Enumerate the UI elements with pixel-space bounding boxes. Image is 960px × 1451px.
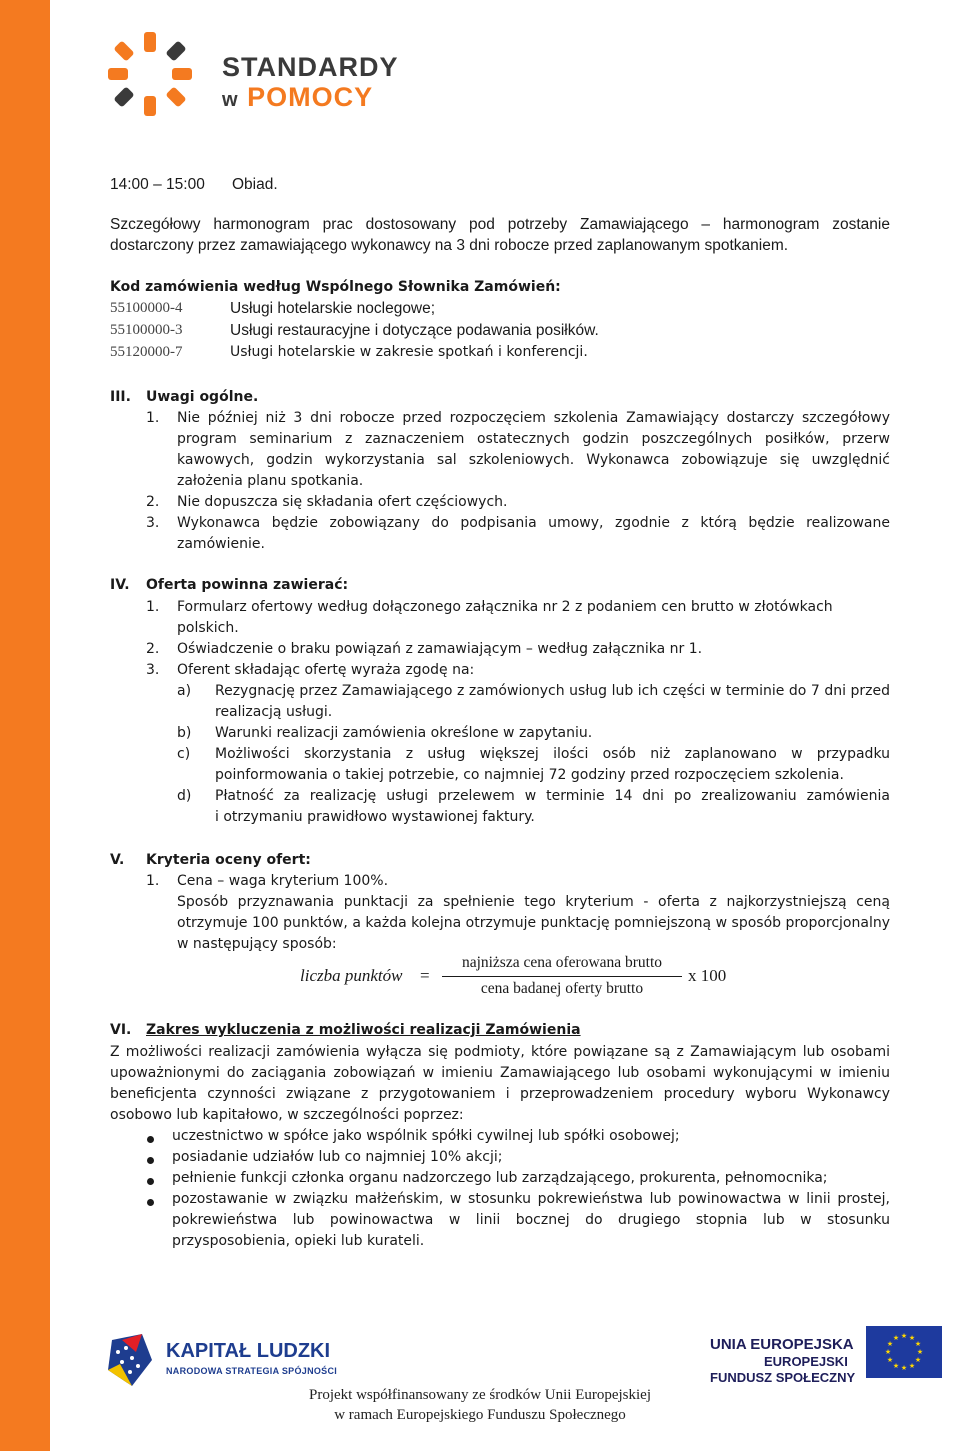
svg-text:★: ★ bbox=[908, 1362, 916, 1370]
bullet-2 bbox=[147, 1157, 154, 1164]
exclusion-bullet-4-line-3: przysposobienia, opieki lub kurateli. bbox=[172, 1233, 425, 1249]
formula-denominator: cena badanej oferty brutto bbox=[480, 980, 644, 997]
bullet-4 bbox=[147, 1199, 154, 1206]
logo-mark-icon bbox=[100, 24, 200, 124]
cpv-label-1: Usługi hotelarskie noclegowe; bbox=[230, 300, 436, 317]
bullet-1 bbox=[147, 1136, 154, 1143]
cpv-label-2: Usługi restauracyjne i dotyczące podawania posiłków. bbox=[230, 322, 599, 339]
formula-fraction-bar bbox=[442, 976, 682, 977]
bullet-3 bbox=[147, 1178, 154, 1185]
section-4-item-2-num: 2. bbox=[146, 641, 160, 657]
svg-text:★: ★ bbox=[914, 1340, 922, 1348]
consent-c-line-2: poinformowania o takiej potrzebie, co najmniej 72 godziny przed rozpoczęciem szkolenia. bbox=[215, 767, 844, 783]
formula-multiplier: x 100 bbox=[688, 966, 727, 985]
criteria-desc-line-1: Sposób przyznawania punktacji za spełnienie tego kryterium - oferta z najkorzystniejszą ceną bbox=[177, 894, 890, 910]
section-4-item-1-line-2: polskich. bbox=[177, 620, 239, 636]
svg-text:★: ★ bbox=[886, 1340, 894, 1348]
section-3-item-2: Nie dopuszcza się składania ofert częściowych. bbox=[177, 494, 508, 510]
section-5-item-1-num: 1. bbox=[146, 873, 160, 889]
section-3-number: III. bbox=[110, 389, 131, 405]
formula-lhs: liczba punktów bbox=[300, 966, 403, 985]
consent-c-line-1: Możliwości skorzystania z usług większej ilości osób niż zaplanowano w przypadku bbox=[215, 746, 890, 762]
formula-numerator: najniższa cena oferowana brutto bbox=[461, 954, 663, 971]
ue-line-1: UNIA EUROPEJSKA bbox=[710, 1336, 854, 1353]
exclusion-bullet-2: posiadanie udziałów lub co najmniej 10% akcji; bbox=[172, 1149, 503, 1165]
section-4-item-1-line-1: Formularz ofertowy według dołączonego załącznika nr 2 z podaniem cen brutto w złotówkach bbox=[177, 599, 833, 615]
formula-equals: = bbox=[420, 966, 430, 985]
exclusion-bullet-3: pełnienie funkcji członka organu nadzorczego lub zarządzającego, prokurenta, pełnomocnika; bbox=[172, 1170, 828, 1186]
meal-time: 14:00 – 15:00 bbox=[110, 176, 205, 193]
section-3-title: Uwagi ogólne. bbox=[146, 389, 259, 405]
points-formula bbox=[300, 952, 740, 1000]
svg-text:★: ★ bbox=[914, 1356, 922, 1364]
ue-line-2: EUROPEJSKI bbox=[764, 1354, 848, 1369]
standardy-logo bbox=[100, 24, 400, 124]
svg-text:★: ★ bbox=[892, 1362, 900, 1370]
section-3-item-1-line-2: program seminarium z zaznaczeniem ostatecznych godzin poszczególnych posiłków, przerw bbox=[177, 431, 890, 447]
eu-flag-icon bbox=[866, 1326, 942, 1378]
logo-text-standardy: STANDARDY bbox=[222, 52, 399, 82]
consent-a-line-2: realizacją usługi. bbox=[215, 704, 333, 720]
cpv-code-2: 55100000-3 bbox=[110, 322, 183, 338]
kapital-ludzki-title: KAPITAŁ LUDZKI bbox=[166, 1340, 331, 1362]
exclusion-line-1: Z możliwości realizacji zamówienia wyłącza się podmioty, które powiązane są z Zamawiającym lub osobami bbox=[110, 1044, 890, 1060]
exclusion-bullet-1: uczestnictwo w spółce jako wspólnik spółki cywilnej lub spółki osobowej; bbox=[172, 1128, 680, 1144]
section-3-item-1-num: 1. bbox=[146, 410, 160, 426]
schedule-line-1: Szczegółowy harmonogram prac dostosowany pod potrzeby Zamawiającego – harmonogram zostanie bbox=[110, 216, 890, 233]
section-3-item-1-line-3: kawowych, godzin wykorzystania sal szkoleniowych. Wykonawca zobowiązuje się uwzględnić bbox=[177, 452, 890, 468]
exclusion-bullet-4-line-1: pozostawanie w związku małżeńskim, w stosunku pokrewieństwa lub powinowactwa w linii prostej, bbox=[172, 1191, 890, 1207]
section-6-title: Zakres wykluczenia z możliwości realizacji Zamówienia bbox=[146, 1022, 581, 1038]
consent-b: Warunki realizacji zamówienia określone w zapytaniu. bbox=[215, 725, 593, 741]
logo-text-w: w bbox=[222, 89, 239, 111]
consent-d-line-1: Płatność za realizację usługi przelewem w terminie 14 dni po zrealizowaniu zamówienia bbox=[215, 788, 890, 804]
schedule-line-2: dostarczony przez zamawiającego wykonawcy na 3 dni robocze przed zaplanowanym spotkaniem. bbox=[110, 237, 789, 254]
section-3-item-2-num: 2. bbox=[146, 494, 160, 510]
footer-note-line-2: w ramach Europejskiego Funduszu Społecznego bbox=[334, 1407, 626, 1423]
consent-c-label: c) bbox=[177, 746, 191, 762]
section-4-item-3-num: 3. bbox=[146, 662, 160, 678]
exclusion-line-4: osobowo lub kapitałowo, w szczególności poprzez: bbox=[110, 1107, 464, 1123]
section-3-item-3-line-2: zamówienie. bbox=[177, 536, 265, 552]
section-4-item-1-num: 1. bbox=[146, 599, 160, 615]
kapital-ludzki-mark-icon bbox=[102, 1330, 162, 1390]
logo-text-pomocy bbox=[222, 82, 373, 113]
section-4-title: Oferta powinna zawierać: bbox=[146, 577, 349, 593]
svg-text:★: ★ bbox=[884, 1348, 892, 1356]
cpv-heading: Kod zamówienia według Wspólnego Słownika Zamówień: bbox=[110, 279, 561, 295]
section-5-number: V. bbox=[110, 852, 125, 868]
cpv-code-1: 55100000-4 bbox=[110, 300, 183, 316]
svg-text:★: ★ bbox=[916, 1348, 924, 1356]
orange-side-bar bbox=[0, 0, 50, 1451]
section-3-item-1-line-1: Nie później niż 3 dni robocze przed rozpoczęciem szkolenia Zamawiający dostarczy szczegółowy bbox=[177, 410, 890, 426]
svg-text:★: ★ bbox=[886, 1356, 894, 1364]
section-4-number: IV. bbox=[110, 577, 130, 593]
section-3-item-3-line-1: Wykonawca będzie zobowiązany do podpisania umowy, zgodnie z którą będzie realizowane bbox=[177, 515, 890, 531]
consent-b-label: b) bbox=[177, 725, 192, 741]
section-5-title: Kryteria oceny ofert: bbox=[146, 852, 311, 868]
section-4-item-3: Oferent składając ofertę wyraża zgodę na: bbox=[177, 662, 475, 678]
svg-text:★: ★ bbox=[900, 1332, 908, 1340]
criteria-desc-line-3: w następujący sposób: bbox=[177, 936, 337, 952]
cpv-code-3: 55120000-7 bbox=[110, 344, 183, 360]
consent-d-line-2: i otrzymaniu prawidłowo wystawionej faktury. bbox=[215, 809, 535, 825]
svg-text:★: ★ bbox=[900, 1364, 908, 1372]
section-6-number: VI. bbox=[110, 1022, 132, 1038]
section-4-item-2: Oświadczenie o braku powiązań z zamawiającym – według załącznika nr 1. bbox=[177, 641, 703, 657]
consent-a-label: a) bbox=[177, 683, 192, 699]
section-3-item-1-line-4: założenia planu spotkania. bbox=[177, 473, 364, 489]
cpv-label-3: Usługi hotelarskie w zakresie spotkań i konferencji. bbox=[230, 344, 588, 360]
logo-text-pomocy-word: POMOCY bbox=[247, 82, 374, 112]
svg-text:★: ★ bbox=[892, 1334, 900, 1342]
kapital-ludzki-subtitle: NARODOWA STRATEGIA SPÓJNOŚCI bbox=[166, 1366, 338, 1376]
footer-note-line-1: Projekt współfinansowany ze środków Unii Europejskiej bbox=[308, 1387, 652, 1403]
meal-label: Obiad. bbox=[232, 176, 278, 193]
criteria-desc-line-2: otrzymuje 100 punktów, a każda kolejna otrzymuje punktację pomniejszoną w sposób proporcjonalny bbox=[177, 915, 890, 931]
section-3-item-3-num: 3. bbox=[146, 515, 160, 531]
ue-line-3: FUNDUSZ SPOŁECZNY bbox=[710, 1370, 856, 1385]
svg-text:★: ★ bbox=[908, 1334, 916, 1342]
consent-a-line-1: Rezygnację przez Zamawiającego z zamówionych usług lub ich części w terminie do 7 dni przed bbox=[215, 683, 890, 699]
consent-d-label: d) bbox=[177, 788, 192, 804]
exclusion-bullet-4-line-2: pokrewieństwa lub powinowactwa w linii bocznej do drugiego stopnia lub w stosunku bbox=[172, 1212, 890, 1228]
exclusion-line-3: beneficjenta czynności związane z przygotowaniem i przeprowadzeniem procedury wyboru Wykonawcy bbox=[110, 1086, 890, 1102]
exclusion-line-2: upoważnionymi do zaciągania zobowiązań w imieniu Zamawiającego lub osobami wykonującymi w imieniu bbox=[110, 1065, 890, 1081]
section-5-item-1: Cena – waga kryterium 100%. bbox=[177, 873, 389, 889]
